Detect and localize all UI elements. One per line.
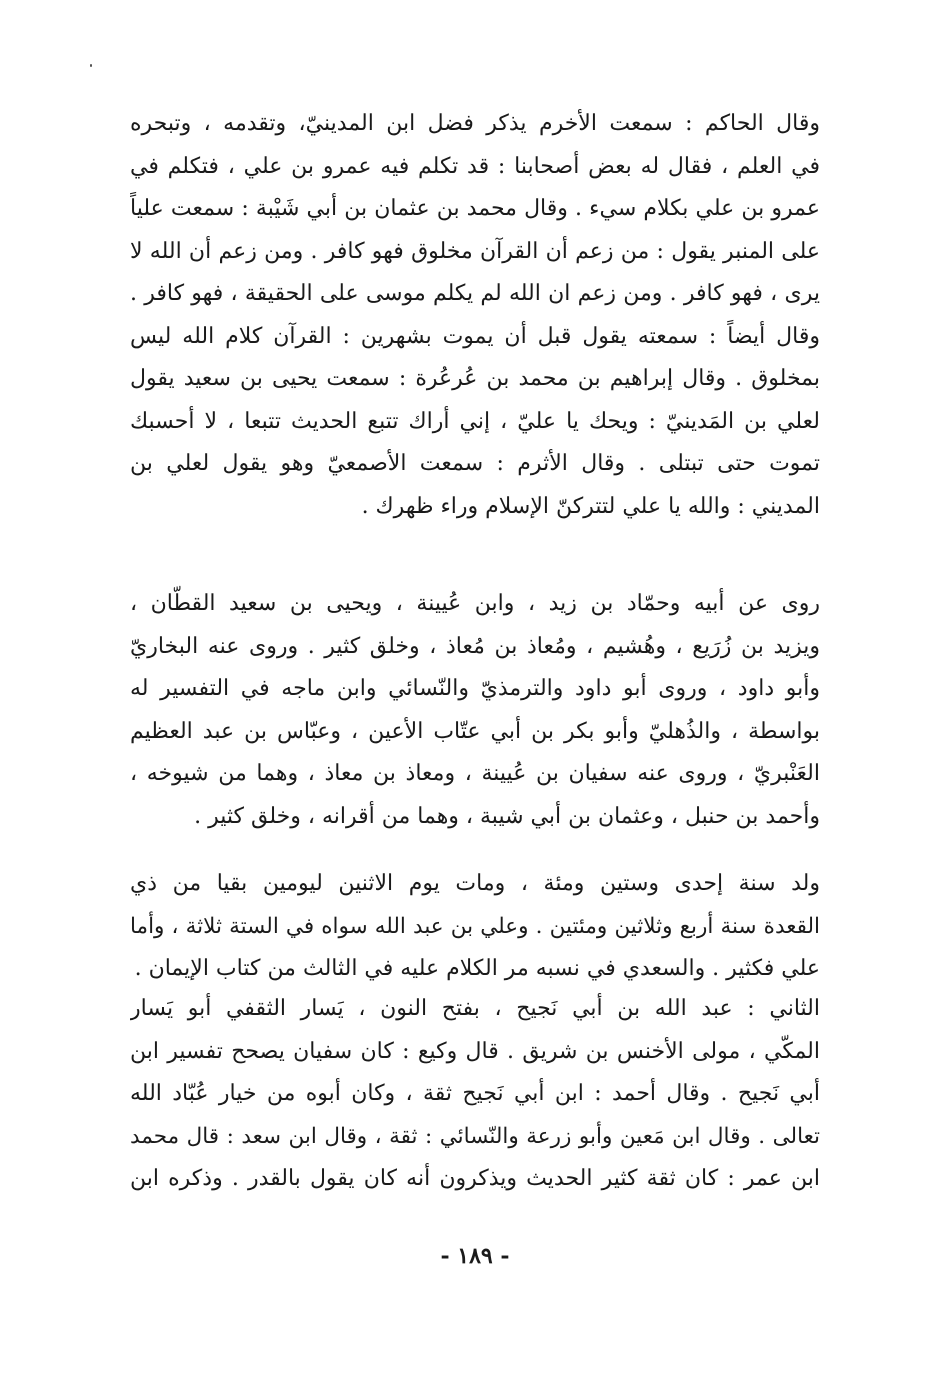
text-line: في العلم ، فقال له بعض أصحابنا : قد تكلم فيه عمرو بن علي ، فتكلم في xyxy=(130,153,820,179)
paragraph-2 xyxy=(130,583,820,838)
text-line: ابن عمر : كان ثقة كثير الحديث ويذكرون أنه كان يقول بالقدر . وذكره ابن xyxy=(130,1166,820,1191)
text-line: وقال أيضاً : سمعته يقول قبل أن يموت بشهرين : القرآن كلام الله ليس xyxy=(130,323,820,349)
text-line: بمخلوق . وقال إبراهيم بن محمد بن عُرعُرة : سمعت يحيى بن سعيد يقول xyxy=(130,366,820,391)
text-line: الثاني : عبد الله بن أبي نَجيح ، بفتح النون ، يَسار الثقفي أبو يَسار xyxy=(130,996,820,1021)
text-line: ولد سنة إحدى وستين ومئة ، ومات يوم الاثنين ليومين بقيا من ذي xyxy=(130,871,820,896)
text-line: المديني : والله يا علي لتتركنّ الإسلام وراء ظهرك . xyxy=(361,493,820,519)
text-line: تموت حتى تبتلى . وقال الأثرم : سمعت الأصمعيّ وهو يقول لعلي بن xyxy=(130,451,820,476)
text-line: القعدة سنة أربع وثلاثين ومئتين . وعلي بن عبد الله سواه في الستة ثلاثة ، وأما xyxy=(130,913,820,939)
paragraph-3 xyxy=(130,863,820,991)
text-line: وأحمد بن حنبل ، وعثمان بن أبي شيبة ، وهما من أقرانه ، وخلق كثير . xyxy=(194,803,820,829)
text-line: أبي نَجيح . وقال أحمد : ابن أبي نَجيح ثقة ، وكان أبوه من خيار عُبّاد الله xyxy=(130,1081,820,1106)
text-line: روى عن أبيه وحمّاد بن زيد ، وابن عُيينة ، ويحيى بن سعيد القطّان ، xyxy=(130,591,820,616)
text-line: يرى ، فهو كافر . ومن زعم ان الله لم يكلم موسى على الحقيقة ، فهو كافر . xyxy=(130,281,820,306)
paragraph-4 xyxy=(130,988,820,1201)
text-line: وقال الحاكم : سمعت الأخرم يذكر فضل ابن المدينيّ، وتقدمه ، وتبحره xyxy=(130,111,820,136)
text-line: بواسطة ، والذُهليّ وأبو بكر بن أبي عتّاب الأعين ، وعبّاس بن عبد العظيم xyxy=(130,718,820,744)
paragraph-1 xyxy=(130,103,820,528)
text-line: عمرو بن علي بكلام سيء . وقال محمد بن عثمان بن أبي شَيْبة : سمعت علياً xyxy=(130,196,820,221)
page-number: - ١٨٩ - xyxy=(440,1243,510,1269)
text-line: العَنْبريّ ، وروى عنه سفيان بن عُيينة ، ومعاذ بن معاذ ، وهما من شيوخه ، xyxy=(130,761,820,786)
text-line: ويزيد بن زُرَيع ، وهُشيم ، ومُعاذ بن مُعاذ ، وخلق كثير . وروى عنه البخاريّ xyxy=(130,633,820,659)
text-line: تعالى . وقال ابن مَعين وأبو زرعة والنّسائي : ثقة ، وقال ابن سعد : قال محمد xyxy=(130,1123,820,1149)
text-line: وأبو داود ، وروى أبو داود والترمذيّ والنّسائي وابن ماجه في التفسير له xyxy=(130,676,820,701)
text-line: المكّي ، مولى الأخنس بن شريق . قال وكيع : كان سفيان يصحح تفسير ابن xyxy=(130,1038,820,1064)
text-line: علي فكثير . والسعدي في نسبه مر الكلام عليه في الثالث من كتاب الإيمان . xyxy=(134,956,820,981)
text-line: لعلي بن المَدينيّ : ويحك يا عليّ ، إني أراك تتبع الحديث تتبعا ، لا أحسبك xyxy=(130,408,820,434)
text-line: على المنبر يقول : من زعم أن القرآن مخلوق فهو كافر . ومن زعم أن الله لا xyxy=(130,238,820,264)
scan-speck xyxy=(90,64,92,67)
